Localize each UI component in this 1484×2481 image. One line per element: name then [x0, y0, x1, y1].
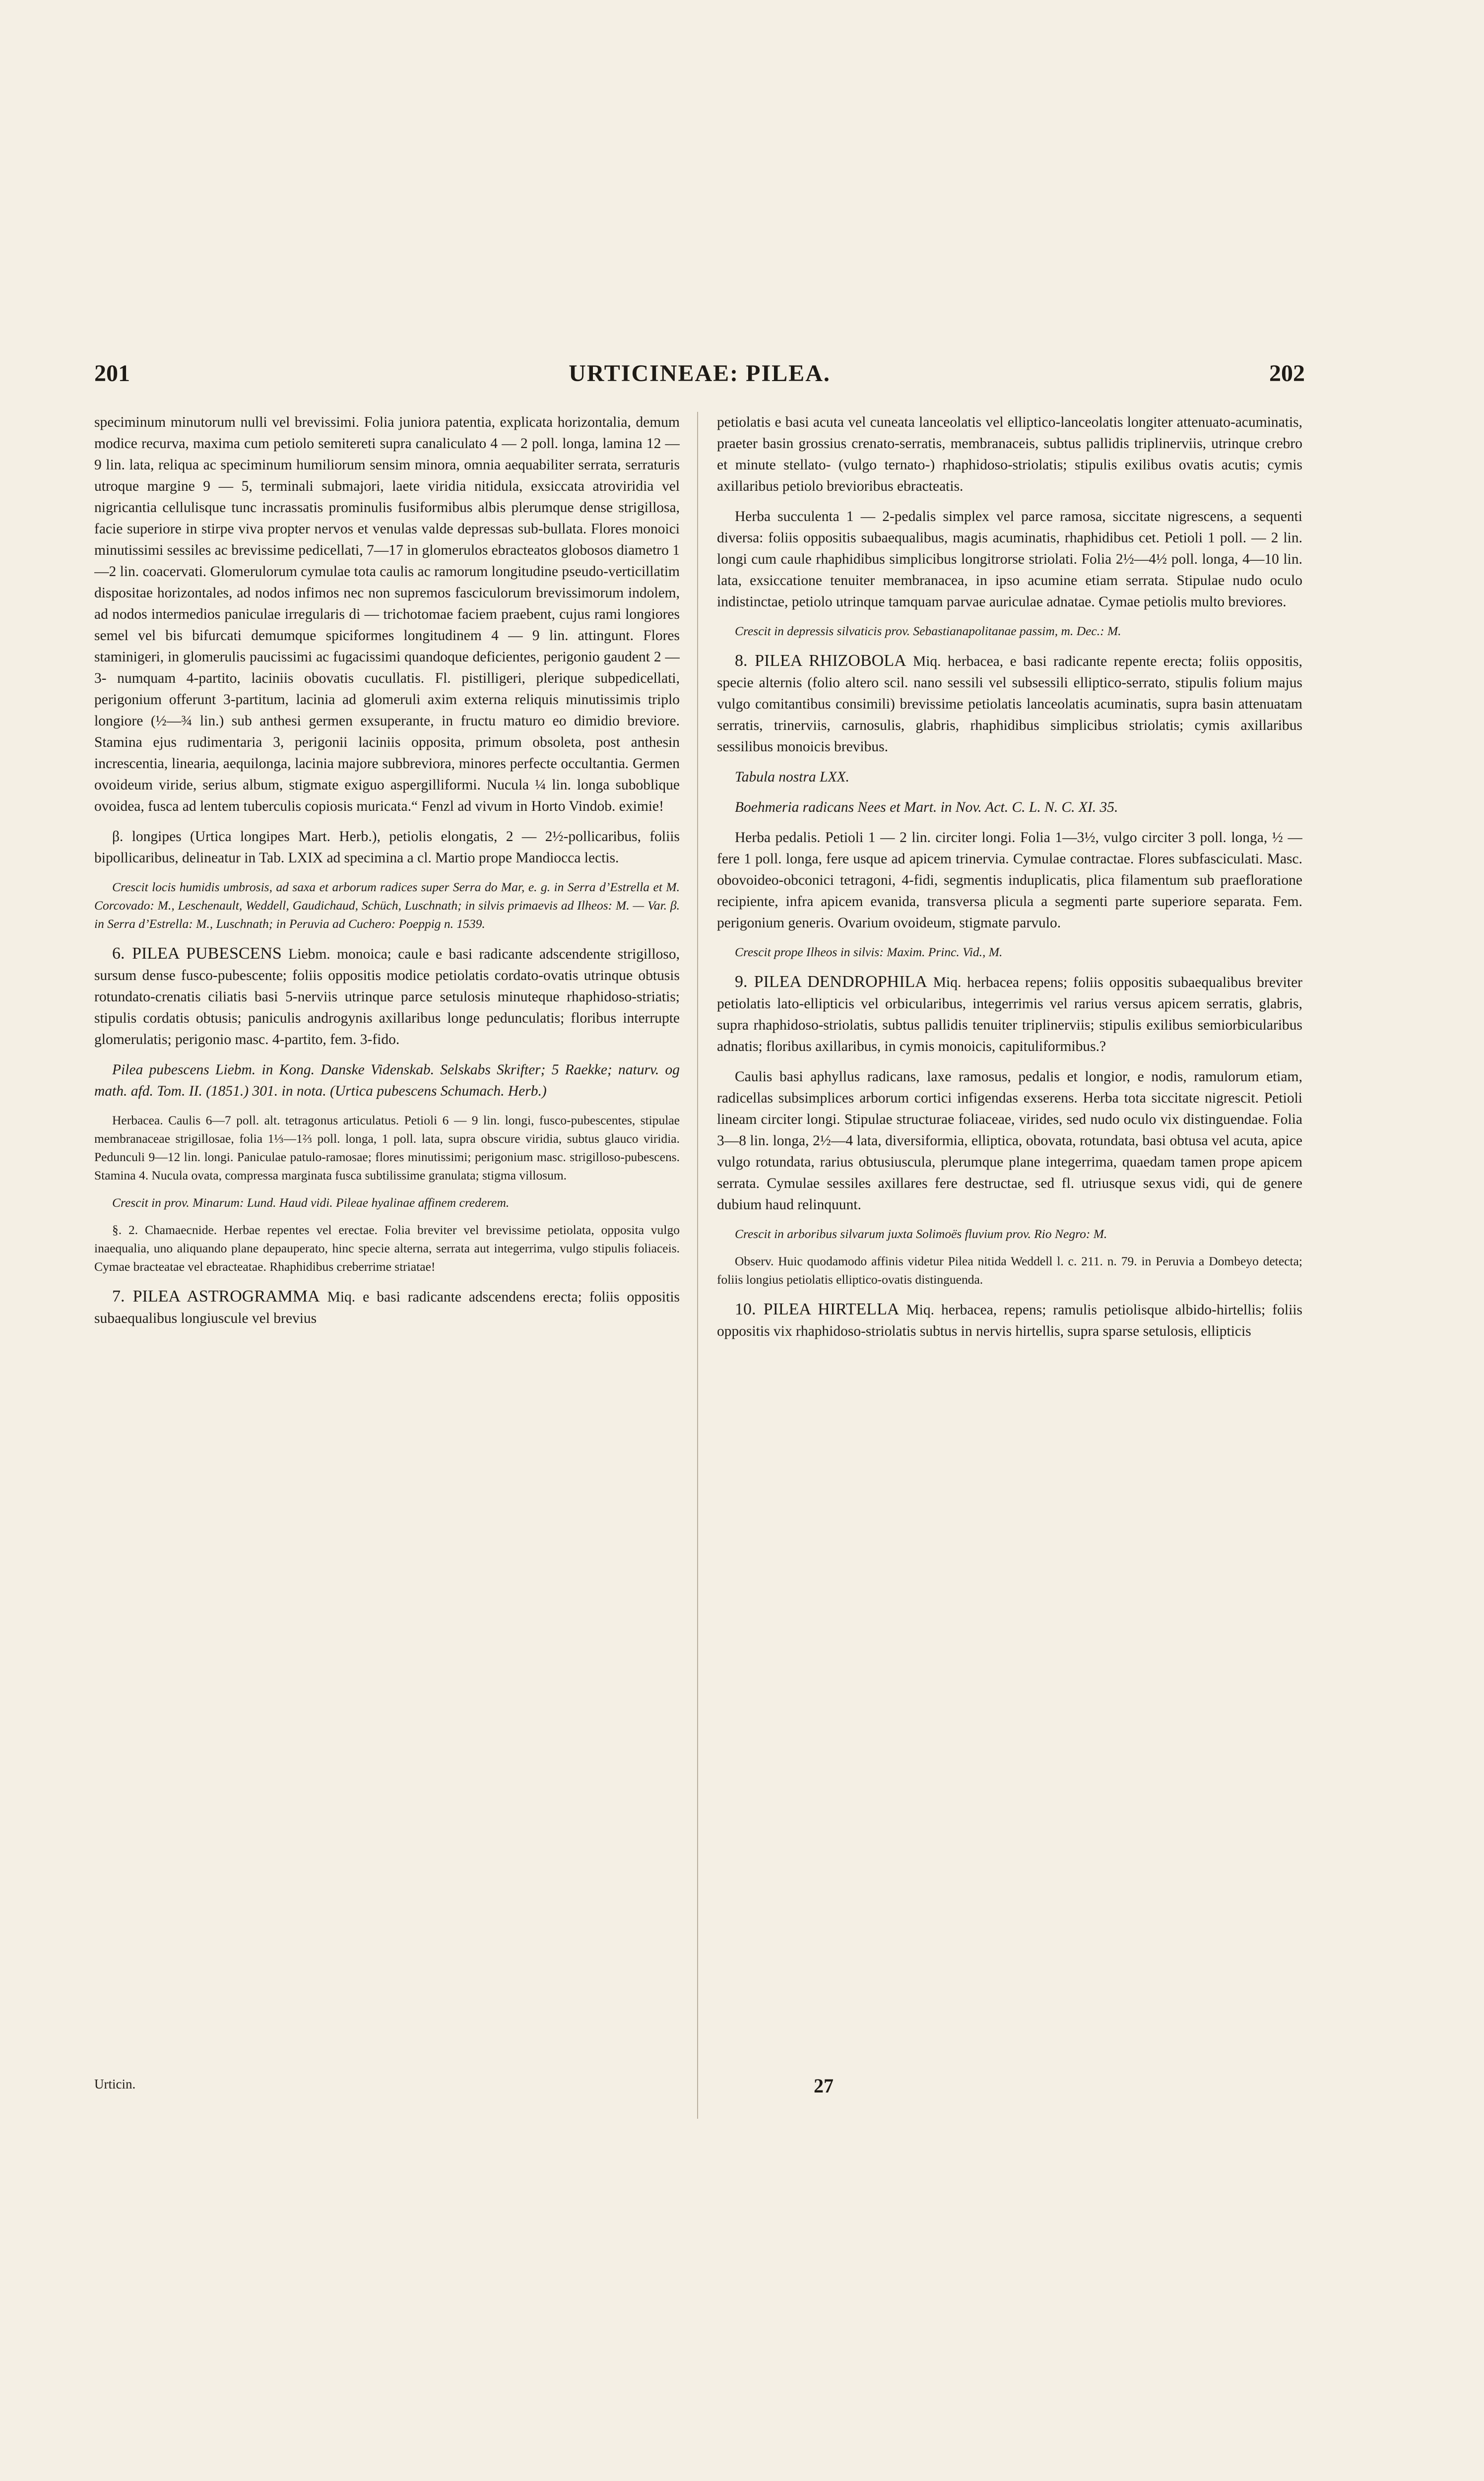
citation: Crescit locis humidis umbrosis, ad saxa et arborum radices super Serra do Mar, e. g. in Serra d’Estrella et M. Corcovado: M., Leschenault, Weddell, Gaudichaud, Schüch, Luschnath; in silvis primaevis ad Ilheos: M. — Var. β. in Serra d’Estrella: M., Luschnath; in Peruvia ad Cuchero: Poeppig n. 1539.: [94, 880, 680, 931]
paragraph: speciminum minutorum nulli vel brevissimi. Folia juniora patentia, explicata horizontalia, demum modice recurva, maxima cum petiolo semitereti supra canaliculato 4 — 2 poll. longa, lamina 12 — 9 lin. lata, reliqua ac speciminum humiliorum sensim minora, omnia aequabiliter serrata, serraturis utroque margine 9 — 5, terminali submajori, laete viridia nitidula, exsiccata atroviridia vel nigricantia cellulisque tunc incrassatis prominulis fusiformibus albis plerumque dense strigillosa, facie superiore in stirpe viva propter nervos et venulas valde depressas sub-bullata. Flores monoici minutissimi sessiles ac brevissime pedicellati, 7—17 in glomerulos ebracteatos globosos diametro 1—2 lin. coacervati. Glomerulorum cymulae tota caulis ac ramorum longitudine pseudo-verticillatim dispositae horizontales, ad nodos infimos nec non supremos fasciculorum brevissimorum indolem, ad nodos intermedios paniculae irregularis di — trichotomae faciem praebent, cujus rami longiores semel vel bis bifurcati demumque spiciformes longitudinem 4 — 9 lin. attingunt. Flores staminigeri, in glomerulis paucissimi ac fugacissimi quandoque deficientes, perigonio gaudent 2 — 3- numquam 4-partito, laciniis obovatis cucullatis. Fl. pistilligeri, plerique subpedicellati, perigonium offerunt 3-partitum, lacinia ad glomeruli axim externa reliquis minutissimis triplo longiore (½—¾ lin.) sub anthesi germen exsuperante, in fructu maturo eo dimidio breviore. Stamina ejus rudimentaria 3, perigonii laciniis opposita, primum obsoleta, post anthesin increscentia, linearia, aequilonga, lacinia majore subbreviora, minores perfecte occultantia. Germen ovoideum viride, serius album, stigmate exiguo aspergilliformi. Nucula ¼ lin. longa suboblique ovoidea, fusca ad lentem tuberculis copiosis muricata.“ Fenzl ad vivum in Horto Vindob. eximie!: [94, 414, 680, 814]
species-name: 6. PILEA PUBESCENS: [112, 944, 282, 963]
species-entry: [94, 1286, 680, 1329]
species-diagnosis: Miq. e basi radicante adscendens erecta; foliis oppositis subaequalibus longiuscule vel brevius: [94, 1289, 680, 1326]
species-entry: [717, 971, 1302, 1057]
page-number-right: 202: [1269, 360, 1305, 387]
species-entry: [717, 650, 1302, 758]
signature-mark: Urticin.: [94, 2077, 136, 2091]
paragraph: petiolatis e basi acuta vel cuneata lanceolatis vel elliptico-lanceolatis longiter attenuato-acuminatis, praeter basin grossius crenato-serratis, membranaceis, subtus pallidis triplinerviis, utrinque crebro et minute stellato- (vulgo ternato-) rhaphidoso-striolatis; stipulis exilibus ovatis acutis; cymis axillaribus petiolo brevioribus ebracteatis.: [717, 414, 1302, 494]
left-column: [94, 412, 680, 2119]
citation: Crescit prope Ilheos in silvis: Maxim. Princ. Vid., M.: [735, 945, 1003, 959]
species-name: 9. PILEA DENDROPHILA: [735, 973, 927, 991]
species-entry: [717, 1299, 1302, 1342]
running-header: [94, 360, 1305, 394]
species-diagnosis: Miq. herbacea repens; foliis oppositis subaequalibus breviter petiolatis lato-ellipticis vel orbicularibus, integerrimis vel rarius versus apicem serratis, glabris, supra rhaphidoso-striolatis, subtus pallidis tenuiter triplinerviis; stipulis exilibus semiorbicularibus adnatis; floribus axillaribus, in cymis monoicis, capituliformibus.?: [717, 975, 1302, 1054]
description: Herba pedalis. Petioli 1 — 2 lin. circiter longi. Folia 1—3½, vulgo circiter 3 poll. longa, ½ — fere 1 poll. longa, fere usque ad apicem trinervia. Cymulae contractae. Flores subfasciculati. Masc. obovoideo-obconici tetragoni, 4-fidi, segmentis induplicatis, plica filamentum sub praefloratione recipiente, infra apicem evanida, transversa plicula a segmenti parte superiore separata. Fem. perigonium generis. Ovarium ovoideum, stigmate parvulo.: [717, 830, 1302, 931]
description: Caulis basi aphyllus radicans, laxe ramosus, pedalis et longior, e nodis, ramulorum etiam, radicellas subsimplices arborum cortici infigendas exserens. Herba tota siccitate nigrescit. Petioli lineam circiter longi. Stipulae structurae foliaceae, virides, sed nudo oculo vix distinguendae. Folia 3—8 lin. longa, 2½—4 lata, diversiformia, elliptica, obovata, rotundata, basi obtusa vel acuta, apice vulgo rotundata, rarius obtusiuscula, plerumque plane integerrima, quaedam tamen prope apicem serrata. Cymulae sessiles axillares fere destructae, sed fl. utriusque sexus vidi, qui de genere dubium haud relinquunt.: [717, 1069, 1302, 1213]
species-entry: [94, 943, 680, 1050]
synonym: Pilea pubescens Liebm. in Kong. Danske Videnskab. Selskabs Skrifter; 5 Raekke; naturv. og math. afd. Tom. II. (1851.) 301. in nota. (Urtica pubescens Schumach. Herb.): [94, 1062, 680, 1099]
gathering-number: 27: [814, 2075, 834, 2097]
citation: Crescit in prov. Minarum: Lund. Haud vidi. Pileae hyalinae affinem crederem.: [112, 1195, 510, 1210]
species-diagnosis: Miq. herbacea, repens; ramulis petiolisque albido-hirtellis; foliis oppositis vix rhaphidoso-striolatis subtus in nervis hirtellis, supra sparse setulosis, ellipticis: [717, 1302, 1302, 1339]
species-name: 10. PILEA HIRTELLA: [735, 1300, 900, 1318]
running-title: URTICINEAE: PILEA.: [569, 360, 831, 387]
section-description: §. 2. Chamaecnide. Herbae repentes vel erectae. Folia breviter vel brevissime petiolata, opposita vulgo inaequalia, uno aliquando plane depauperato, hinc specie alterna, serrata aut integerrima, vulgo stipulis foliaceis. Cymae bracteatae vel ebracteatae. Rhaphidibus creberrime striatae!: [94, 1223, 680, 1274]
right-column: [717, 412, 1302, 2119]
species-name: 7. PILEA ASTROGRAMMA: [112, 1287, 320, 1306]
species-diagnosis: Miq. herbacea, e basi radicante repente erecta; foliis oppositis, specie alternis (folio altero scil. nano sessili vel subsessili elliptico-serrato, stipulis folium majus vulgo comitantibus consimili) brevissime petiolatis lanceolatis acuminatis, supra basin attenuatam serratis, trinerviis, carnosulis, glabris, rhaphidibus simplicibus striolatis; cymis axillaribus sessilibus monoicis brevibus.: [717, 653, 1302, 755]
species-name: 8. PILEA RHIZOBOLA: [735, 652, 906, 670]
page-number-left: 201: [94, 360, 130, 387]
paragraph: β. longipes (Urtica longipes Mart. Herb.), petiolis elongatis, 2 — 2½-pollicaribus, foliis bipollicaribus, delineatur in Tab. LXIX ad specimina a cl. Martio prope Mandiocca lectis.: [94, 829, 680, 866]
citation: Crescit in arboribus silvarum juxta Solimoës fluvium prov. Rio Negro: M.: [735, 1227, 1107, 1241]
description: Herbacea. Caulis 6—7 poll. alt. tetragonus articulatus. Petioli 6 — 9 lin. longi, fusco-pubescentes, stipulae membranaceae strigillosae, folia 1⅓—1⅔ poll. longa, 1 poll. lata, supra obscure viridia, subtus glauco viridia. Pedunculi 9—12 lin. longi. Paniculae patulo-ramosae; flores minutissimi; perigonium masc. strigilloso-pubescens. Stamina 4. Nucula ovata, compressa marginata fusca subtilissime granulata; stigma villosum.: [94, 1113, 680, 1182]
species-diagnosis: Liebm. monoica; caule e basi radicante adscendente strigilloso, sursum dense fusco-pubescente; foliis oppositis modice petiolatis cordato-ovatis utrinque obtusis rotundato-crenatis ciliatis basi 5-nerviis utrinque parce setulosis minuteque rhaphidoso-striatis; stipulis cordatis obtusis; paniculis androgynis axillaribus longe pedunculatis; floribus interrupte glomerulatis; perigonio masc. 4-partito, fem. 3-fido.: [94, 946, 680, 1047]
paragraph: Herba succulenta 1 — 2-pedalis simplex vel parce ramosa, siccitate nigrescens, a sequenti diversa: foliis oppositis subaequalibus, magis acuminatis, rhaphidibus cet. Petioli 1 poll. — 2 lin. longi cum caule rhaphidibus simplicibus longitrorse striolati. Folia 2½—4½ poll. longa, 4—10 lin. lata, exsiccatione tenuiter membranacea, in ipso acumine etiam serrata. Stipulae nudo oculo indistinctae, petiolo utrinque tamquam parvae auriculae adnatae. Cymae petiolis multo breviores.: [717, 509, 1302, 610]
column-divider: [697, 412, 698, 2119]
plate-reference: Tabula nostra LXX.: [735, 769, 849, 785]
citation: Crescit in depressis silvaticis prov. Sebastianapolitanae passim, m. Dec.: M.: [735, 624, 1121, 638]
synonym: Boehmeria radicans Nees et Mart. in Nov. Act. C. L. N. C. XI. 35.: [735, 799, 1118, 815]
observation: Observ. Huic quodamodo affinis videtur Pilea nitida Weddell l. c. 211. n. 79. in Peruvia a Dombeyo detecta; foliis longius petiolatis elliptico-ovatis distinguenda.: [717, 1254, 1302, 1287]
